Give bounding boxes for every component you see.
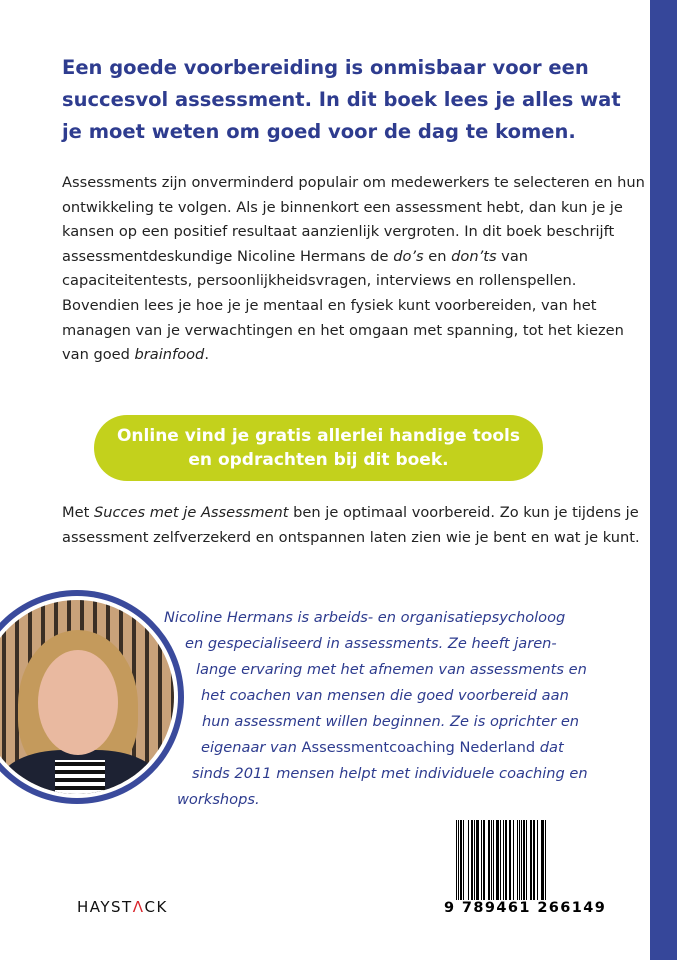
description-paragraph	[62, 171, 647, 368]
isbn-number: 9 789461 266149	[444, 900, 607, 916]
author-photo-frame	[0, 590, 184, 804]
bio-line: het coachen van mensen die goed voorbereid aan	[201, 687, 569, 704]
text: en	[423, 247, 452, 265]
online-tools-callout	[94, 415, 543, 481]
logo-text: HAYST	[77, 898, 133, 916]
bio-line: en gespecialiseerd in assessments. Ze heeft jaren-	[185, 635, 557, 652]
text: Met	[62, 504, 94, 521]
tagline-heading: Een goede voorbereiding is onmisbaar voor een succesvol assessment. In dit boek lees je alles wat je moet weten om goed voor de dag te komen.	[62, 56, 621, 143]
logo-text: CK	[144, 898, 168, 916]
text-italic: brainfood	[134, 346, 205, 364]
bio-line: Nicoline Hermans is arbeids- en organisatiepsycholoog	[164, 609, 566, 626]
bio-line: hun assessment willen beginnen. Ze is oprichter en	[202, 713, 580, 730]
isbn-barcode	[456, 820, 596, 906]
text: dat	[535, 739, 564, 756]
logo-triangle: Λ	[132, 898, 145, 916]
text-italic: do’s	[393, 247, 424, 265]
bio-line	[201, 738, 564, 758]
book-title: Succes met je Assessment	[93, 504, 289, 521]
bio-line: workshops.	[177, 791, 260, 808]
callout-line: en opdrachten bij dit boek.	[188, 450, 449, 470]
author-photo	[0, 600, 174, 794]
text: eigenaar van	[201, 739, 302, 756]
bio-line: sinds 2011 mensen helpt met individuele coaching en	[192, 765, 588, 782]
publisher-logo	[77, 898, 168, 916]
closing-paragraph	[62, 501, 647, 550]
bio-line: lange ervaring met het afnemen van assessments en	[196, 661, 587, 678]
text: Assessments zijn onverminderd populair om medewerkers te selecteren en hun ontwikkeling te volgen. Als je binnenkort een assessment hebt, dan kun je je kansen op een positief resultaat aanzienlijk vergroten. In dit boek beschrijft assessmentdeskundige Nicoline Hermans de	[62, 174, 645, 265]
spine-stripe	[650, 0, 677, 960]
text: van capaciteitentests, persoonlijkheidsvragen, interviews en rollenspellen. Bovendien lees je hoe je je mentaal en fysiek kunt voorbereiden, van het managen van je verwachtingen en het omgaan met spanning, tot het kiezen van goed	[62, 247, 624, 364]
text: .	[204, 346, 209, 364]
company-name: Assessmentcoaching Nederland	[301, 739, 536, 756]
callout-line: Online vind je gratis allerlei handige tools	[116, 426, 520, 446]
text-italic: don’ts	[451, 247, 497, 265]
text: ben je optimaal voorbereid. Zo kun je tijdens je assessment zelfverzekerd en ontspannen laten zien wie je bent en wat je kunt.	[62, 504, 640, 546]
barcode-bar	[546, 820, 547, 906]
